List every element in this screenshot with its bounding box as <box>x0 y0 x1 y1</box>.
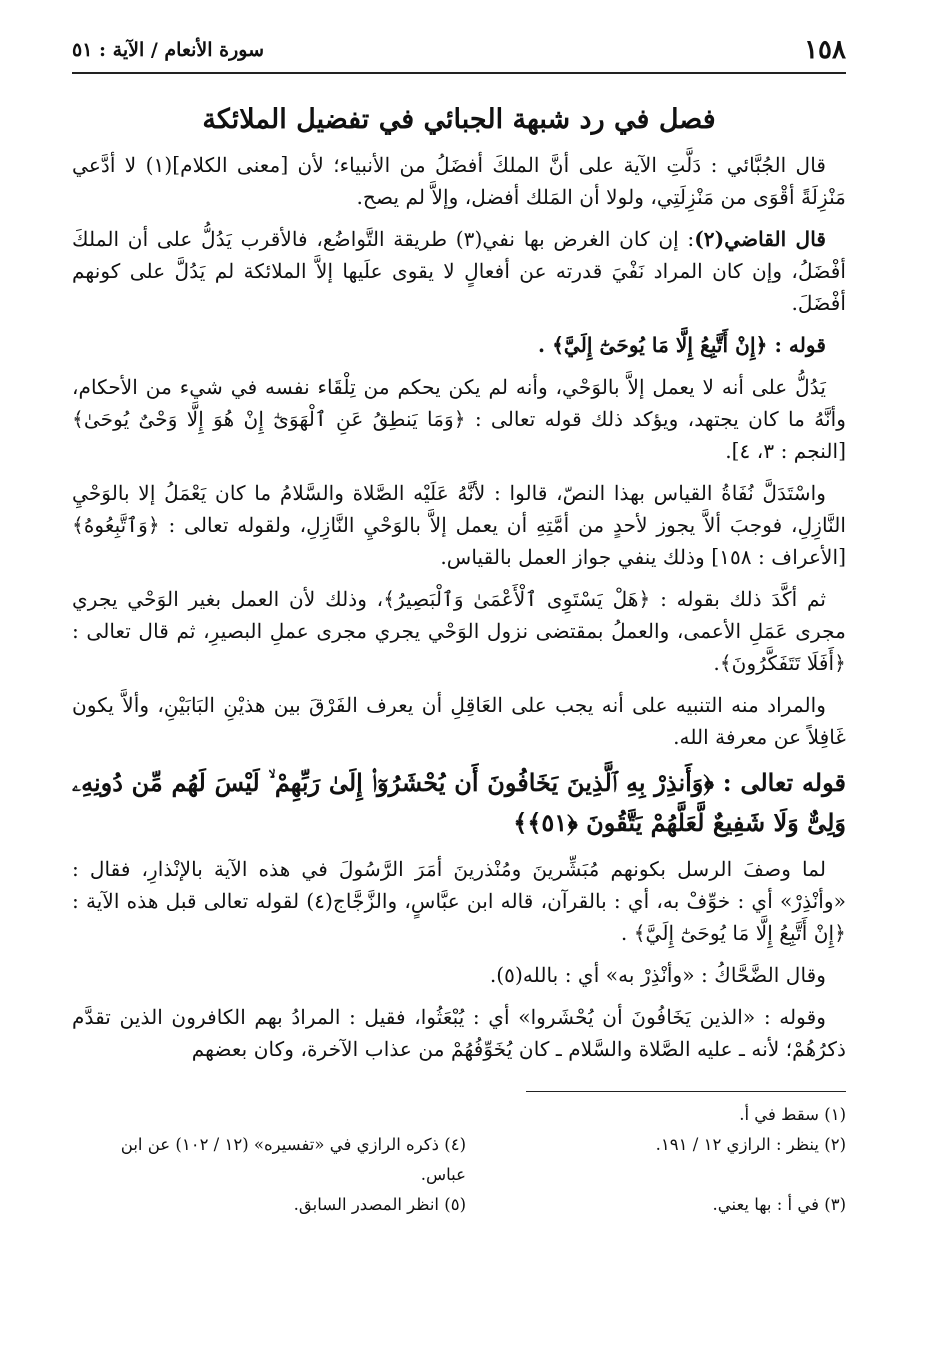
paragraph-3 <box>72 329 846 361</box>
quran-verse: قوله تعالى : ﴿وَأَنذِرْ بِهِ ٱلَّذِينَ يَخَافُونَ أَن يُحْشَرُوٓا۟ إِلَىٰ رَبِّهِمْ ۙ لَيْسَ لَهُم مِّن دُونِهِۦ وَلِىٌّ وَلَا شَفِيعٌ لَّعَلَّهُمْ يَتَّقُونَ ﴿٥١﴾﴾ <box>72 768 846 837</box>
paragraph-8 <box>72 853 846 949</box>
footnote-4: (٤) ذكره الرازي في «تفسيره» (١٢ / ١٠٢) عن ابن عباس. <box>120 1135 466 1184</box>
paragraph-8-text: لما وصفَ الرسل بكونهم مُبَشِّرينَ ومُنْذرينَ أمَرَ الرَّسُولَ في هذه الآية بالإنْذارِ، فقال : «وأنْذِرْ» أي : خوِّفْ به، أي : بالقرآن، قاله ابن عبَّاسٍ، والزَّجَّاج(٤) لقوله تعالى قبل هذه الآية : ﴿إِنْ أَتَّبِعُ إِلَّا مَا يُوحَىٰٓ إِلَيَّ﴾ . <box>72 857 846 945</box>
footnote-2: (٢) ينظر : الرازي ١٢ / ١٩١. <box>655 1135 846 1154</box>
footnote-row <box>72 1130 846 1190</box>
paragraph-4 <box>72 371 846 467</box>
paragraph-5 <box>72 477 846 573</box>
paragraph-2-lead: قال القاضي(٢) <box>694 227 827 251</box>
paragraph-1-text: قال الجُبَّائي : دَلَّتِ الآية على أنَّ الملكَ أفضَلُ من الأنبياء؛ لأن [معنى الكلام](١) لا أدَّعي مَنْزِلَةً أقْوَى من مَنْزِلَتِي، ولولا أن المَلك أفضل، وإلاَّ لم يصح. <box>72 153 846 209</box>
paragraph-1 <box>72 149 846 213</box>
paragraph-6-text: ثم أكَّدَ ذلك بقوله : ﴿هَلْ يَسْتَوِى ٱلْأَعْمَىٰ وَٱلْبَصِيرُ﴾، وذلك لأن العمل بغير الوَحْي يجري مجرى عَمَلِ الأعمى، والعملُ بمقتضى نزول الوَحْي يجري مجرى عملِ البصيرِ، ثم قال تعالى : ﴿أَفَلَا تَتَفَكَّرُونَ﴾. <box>72 587 846 675</box>
footnotes <box>72 1100 846 1220</box>
paragraph-9 <box>72 959 846 991</box>
footnote-1: (١) سقط في أ. <box>739 1105 846 1124</box>
footnote-5: (٥) انظر المصدر السابق. <box>293 1195 466 1214</box>
footnote-row <box>72 1190 846 1220</box>
section-title: فصل في رد شبهة الجبائي في تفضيل الملائكة <box>202 104 716 135</box>
paragraph-9-text: وقال الضَّحَّاكُ : «وأنْذِرْ به» أي : بالله(٥). <box>489 963 826 987</box>
page-number: ١٥٨ <box>804 35 846 65</box>
footnote-separator <box>526 1091 846 1092</box>
header-title: سورة الأنعام / الآية : ٥١ <box>72 39 265 61</box>
footnote-3: (٣) في أ : بها يعني. <box>712 1195 846 1214</box>
running-header <box>72 28 846 74</box>
footnote-row <box>72 1100 846 1130</box>
paragraph-2 <box>72 223 846 319</box>
paragraph-3-text: قوله : ﴿إِنْ أَتَّبِعُ إِلَّا مَا يُوحَىٰٓ إِلَيَّ﴾ . <box>538 333 826 357</box>
paragraph-10 <box>72 1001 846 1065</box>
paragraph-4-text: يَدُلُّ على أنه لا يعمل إلاَّ بالوَحْي، وأنه لم يكن يحكم من تِلْقَاء نفسه في شيء من الأحكام، وأنَّهُ ما كان يجتهد، ويؤكد ذلك قوله تعالى : ﴿وَمَا يَنطِقُ عَنِ ٱلْهَوَىٰٓ إِنْ هُوَ إِلَّا وَحْىٌ يُوحَىٰ﴾ [النجم : ٣، ٤]. <box>72 375 846 463</box>
paragraph-5-text: واسْتَدَلَّ نُفَاةُ القياس بهذا النصّ، قالوا : لأنَّهُ عَلَيْه الصَّلاة والسَّلامُ ما كان يَعْمَلُ إلا بالوَحْيِ النَّازِلِ، فوجبَ ألاَّ يجوز لأحدٍ من أمَّتِهِ أن يعمل إلاَّ بالوَحْيِ النَّازِلِ، ولقوله تعالى : ﴿وَٱتَّبِعُوهُ﴾ [الأعراف : ١٥٨] وذلك ينفي جواز العمل بالقياس. <box>72 481 846 569</box>
paragraph-7 <box>72 689 846 753</box>
paragraph-6 <box>72 583 846 679</box>
paragraph-2-text: : إن كان الغرض بها نفي(٣) طريقة التَّواضُع، فالأقرب يَدُلُّ على أن الملكَ أفْضَلُ، وإن كان المراد نَفْيَ قدرته عن أفعالٍ لا يقوى علَيها إلاَّ الملائكة لم يَدُلَّ على كونهم أفْضَلَ. <box>72 227 846 315</box>
paragraph-7-text: والمراد منه التنبيه على أنه يجب على العَاقِلِ أن يعرف الفَرْقَ بين هذيْنِ البَابَيْنِ، وألاَّ يكون غَافِلاً عن معرفة الله. <box>72 693 846 749</box>
paragraph-10-text: وقوله : «الذين يَخَافُونَ أن يُحْشَروا» أي : يُبْعَثُوا، فقيل : المرادُ بهم الكافرون الذين تقدَّم ذكرُهُمْ؛ لأنه ـ عليه الصَّلاة والسَّلام ـ كان يُخَوِّفُهُمْ من عذاب الآخرة، وكان بعضهم <box>72 1005 846 1061</box>
